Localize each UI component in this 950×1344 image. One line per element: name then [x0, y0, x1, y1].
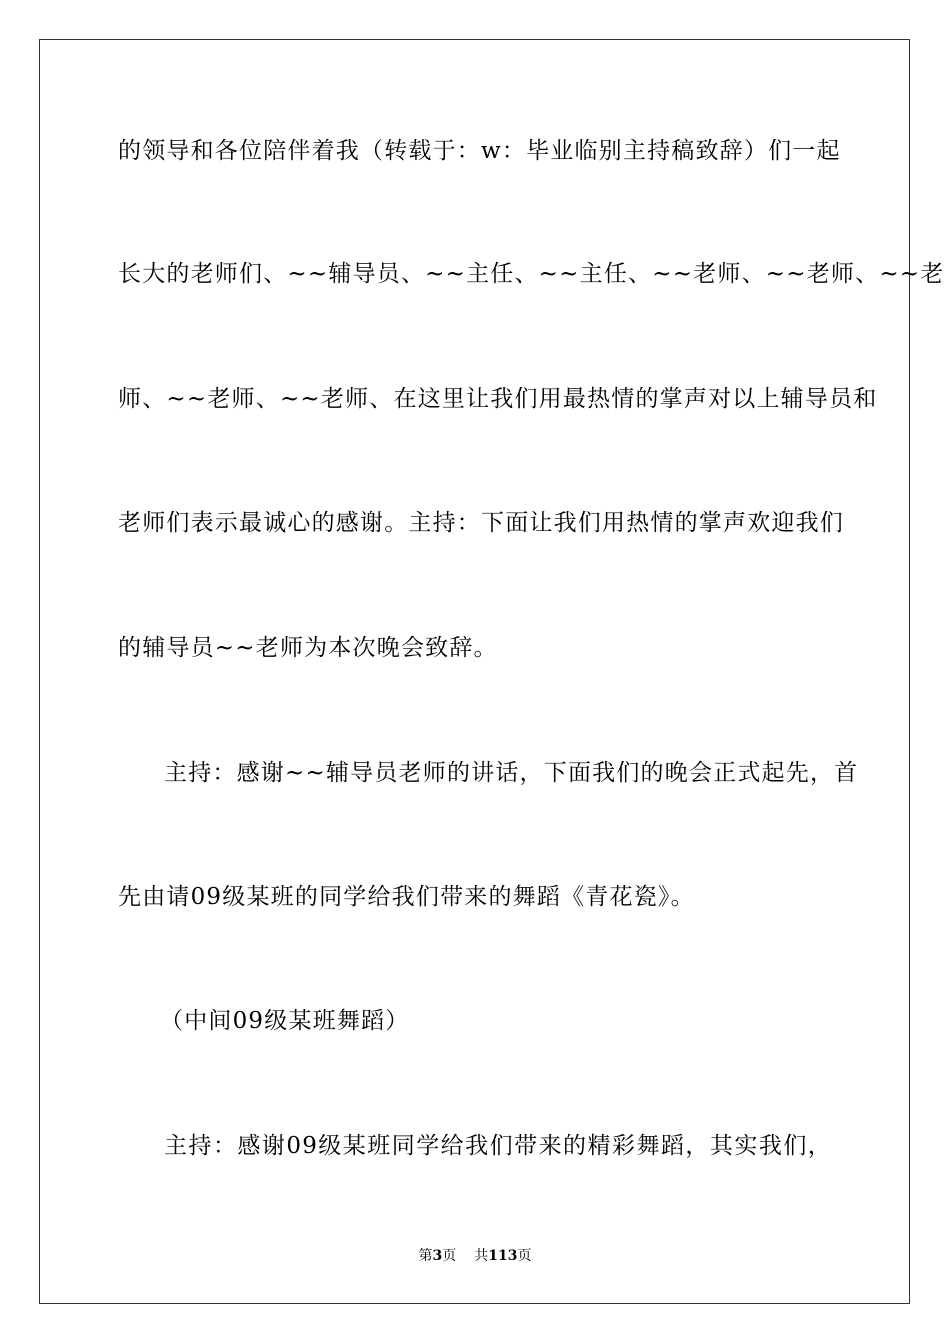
text-line: 师、~~老师、~~老师、在这里让我们用最热情的掌声对以上辅导员和 [118, 386, 878, 412]
text-line: 主持：感谢09级某班同学给我们带来的精彩舞蹈，其实我们， [164, 1133, 832, 1159]
page-frame [39, 39, 945, 1304]
text-line: 的辅导员~~老师为本次晚会致辞。 [118, 635, 498, 661]
text-line: 先由请09级某班的同学给我们带来的舞蹈《青花瓷》。 [118, 884, 695, 910]
text-line: （中间09级某班舞蹈） [160, 1008, 410, 1034]
page-number: 3 [432, 1248, 443, 1264]
text-line: 的领导和各位陪伴着我（转载于：w：毕业临别主持稿致辞）们一起 [118, 138, 841, 164]
total-suffix: 页 [517, 1248, 532, 1264]
text-line: 老师们表示最诚心的感谢。主持：下面让我们用热情的掌声欢迎我们 [118, 510, 844, 536]
total-pages: 113 [488, 1248, 518, 1264]
text-line: 主持：感谢~~辅导员老师的讲话，下面我们的晚会正式起先，首 [164, 760, 859, 786]
page-prefix: 第 [418, 1248, 433, 1264]
page-footer [0, 1247, 950, 1265]
text-line: 长大的老师们、~~辅导员、~~主任、~~主任、~~老师、~~老师、~~老 [118, 261, 945, 287]
page-suffix: 页 [442, 1248, 457, 1264]
total-prefix: 共 [474, 1248, 489, 1264]
